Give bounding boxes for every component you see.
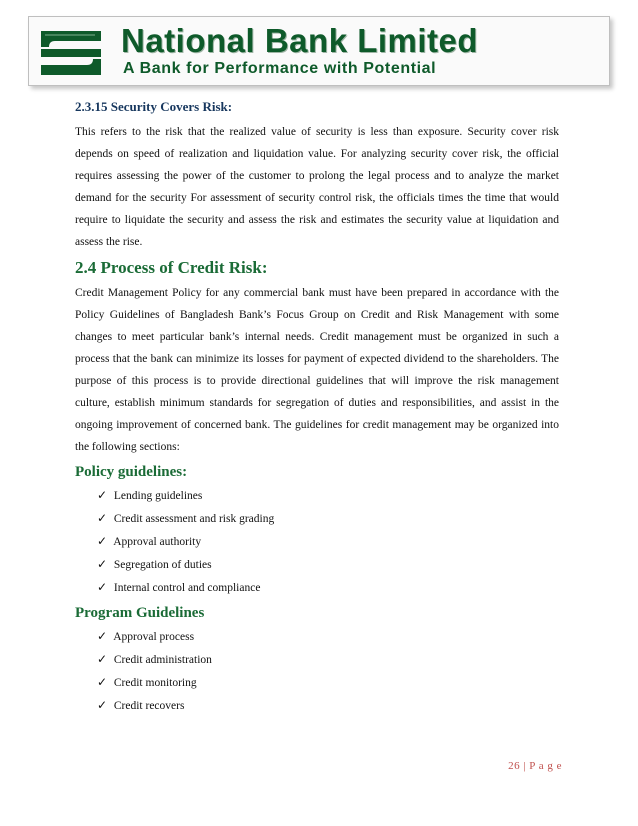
page-content — [75, 98, 559, 717]
list-item-label: Credit assessment and risk grading — [113, 513, 275, 525]
security-covers-risk-paragraph: This refers to the risk that the realized value of security is less than exposure. Security cover risk depends on speed of realization and liquidation value. For analyzing security cover risk, the official requires assessing the power of the customer to prolong the legal process and to analyze the market demand for the security For assessment of security control risk, the officials times the time that would require to liquidate the security and assess the risk and estimates the security value at liquidation and assess the rise. — [75, 126, 559, 248]
checkmark-icon: ✓ — [97, 511, 108, 525]
list-item-label: Lending guidelines — [113, 490, 203, 502]
list-item-label: Credit recovers — [113, 700, 185, 712]
process-of-credit-risk-paragraph: Credit Management Policy for any commercial bank must have been prepared in accordance with the Policy Guidelines of Bangladesh Bank’s Focus Group on Credit and Risk Management with some changes to meet particular bank’s internal needs. Credit management must be organized in such a process that the bank can minimize its losses for payment of expected dividend to the shareholders. The purpose of this process is to provide directional guidelines that will improve the risk management culture, establish minimum standards for segregation of duties and responsibilities, and assist in the ongoing improvement of concerned bank. The guidelines for credit management may be organized into the following sections: — [75, 287, 559, 453]
checkmark-icon: ✓ — [97, 652, 108, 666]
checkmark-icon: ✓ — [97, 580, 108, 594]
header-banner — [28, 16, 610, 86]
checkmark-icon: ✓ — [97, 698, 108, 712]
list-item — [97, 694, 559, 717]
list-item — [97, 648, 559, 671]
list-item — [97, 625, 559, 648]
list-item — [97, 671, 559, 694]
checkmark-icon: ✓ — [97, 557, 108, 571]
list-item-label: Approval process — [113, 631, 195, 643]
policy-guidelines-list — [75, 484, 559, 599]
list-item-label: Credit administration — [113, 654, 212, 666]
program-guidelines-list — [75, 625, 559, 717]
bank-name: National Bank Limited — [121, 22, 479, 59]
list-item — [97, 484, 559, 507]
checkmark-icon: ✓ — [97, 534, 108, 548]
page-number: 26 | P a g e — [508, 760, 562, 772]
checkmark-icon: ✓ — [97, 629, 108, 643]
checkmark-icon: ✓ — [97, 675, 108, 689]
list-item — [97, 507, 559, 530]
checkmark-icon: ✓ — [97, 488, 108, 502]
list-item-label: Credit monitoring — [113, 677, 197, 689]
list-item-label: Internal control and compliance — [113, 582, 261, 594]
policy-guidelines-heading: Policy guidelines: — [75, 464, 188, 480]
bank-tagline: A Bank for Performance with Potential — [123, 60, 437, 77]
section-heading-process-of-credit-risk: 2.4 Process of Credit Risk: — [75, 258, 268, 277]
program-guidelines-heading: Program Guidelines — [75, 605, 205, 621]
list-item-label: Approval authority — [113, 536, 202, 548]
section-heading-security-covers-risk: 2.3.15 Security Covers Risk: — [75, 99, 233, 114]
list-item — [97, 576, 559, 599]
list-item — [97, 553, 559, 576]
list-item — [97, 530, 559, 553]
list-item-label: Segregation of duties — [113, 559, 212, 571]
national-bank-logo-icon — [35, 23, 107, 81]
